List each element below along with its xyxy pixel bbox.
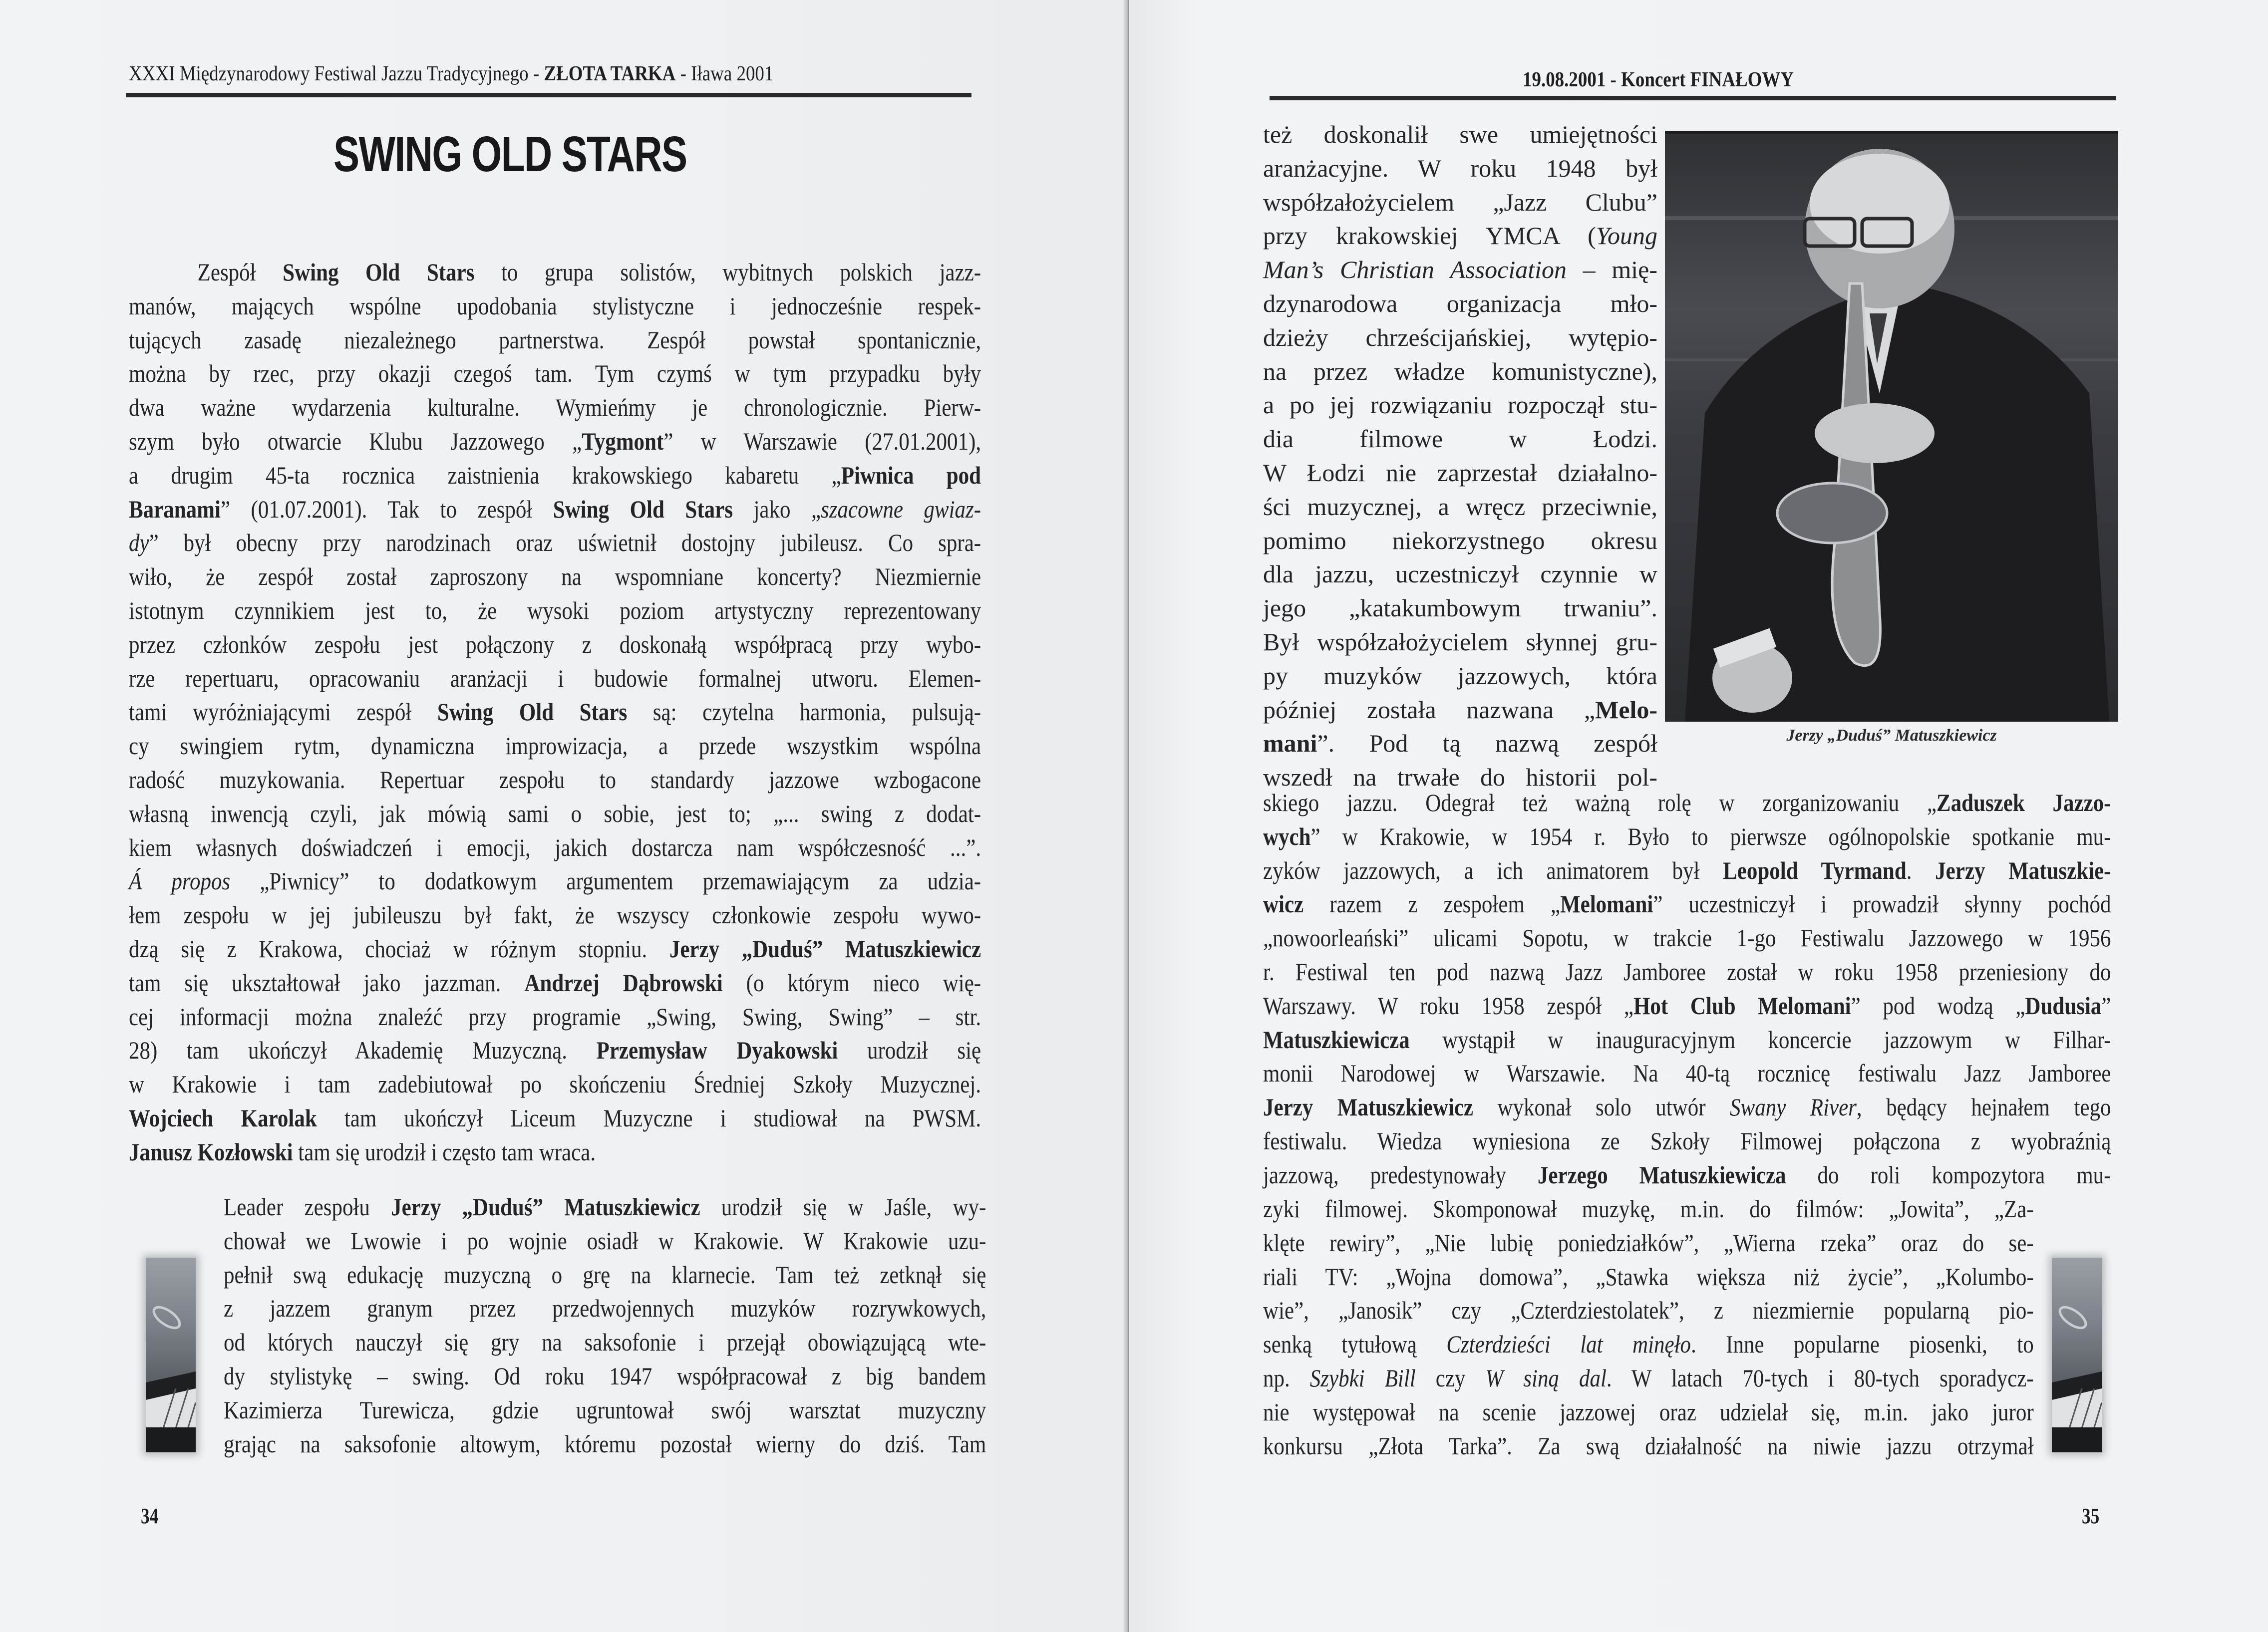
text-line bbox=[1263, 887, 2111, 921]
text-run: klęte rewiry”, „Nie lubię poniedziałków”, „Wierna rzeka” oraz do se- bbox=[1263, 1228, 2034, 1257]
text-run: wiło, że zespół został zaproszony na wspomniane koncerty? Niezmiernie bbox=[129, 562, 981, 591]
text-run: można by rzec, przy okazji czegoś tam. Tym czymś w tym przypadku były bbox=[129, 359, 981, 388]
text-run: istotnym czynnikiem jest to, że wysoki poziom artystyczny reprezentowany bbox=[129, 596, 981, 624]
text-line bbox=[1263, 557, 1657, 591]
italic-text: Czterdzieści lat minęło bbox=[1446, 1330, 1691, 1359]
text-run: czy bbox=[1415, 1363, 1486, 1392]
text-run: ” bbox=[2101, 991, 2111, 1020]
text-line bbox=[129, 560, 981, 594]
text-line bbox=[1263, 727, 1657, 761]
text-run: „nowoorleański” ulicami Sopotu, w trakcie 1-go Festiwalu Jazzowego w 1956 bbox=[1263, 924, 2111, 952]
text-run: festiwalu. Wiedza wyniesiona ze Szkoły Filmowej połączona z wyobraźnią bbox=[1263, 1126, 2111, 1155]
text-line bbox=[1263, 625, 1657, 659]
photo-graphic bbox=[1665, 134, 2118, 722]
text-line bbox=[224, 1360, 986, 1393]
text-run: ” pod wodzą „ bbox=[1851, 991, 2025, 1020]
text-line bbox=[1263, 456, 1657, 490]
text-run: ” w Warszawie (27.01.2001), bbox=[663, 427, 981, 455]
text-run: do roli kompozytora mu- bbox=[1786, 1160, 2111, 1189]
text-run: urodził się bbox=[838, 1036, 981, 1065]
running-header-date: 19.08.2001 bbox=[1523, 68, 1606, 91]
running-header-right bbox=[1523, 68, 1794, 92]
italic-text: Young bbox=[1596, 222, 1657, 250]
text-run: „Piwnicy” to dodatkowym argumentem przemawiającym za udzia- bbox=[230, 867, 981, 895]
text-line bbox=[129, 289, 981, 323]
text-line bbox=[1263, 219, 1657, 253]
right-narrow-text bbox=[1263, 1192, 2034, 1463]
text-line bbox=[129, 831, 981, 865]
text-line bbox=[224, 1427, 986, 1461]
text-line bbox=[129, 797, 981, 831]
text-run: manów, mających wspólne upodobania stylistyczne i jednocześnie respek- bbox=[129, 291, 981, 320]
bold-text: Janusz Kozłowski bbox=[129, 1137, 293, 1166]
column-text bbox=[1263, 118, 1657, 795]
text-run: Kazimierza Turewicza, gdzie ugruntował swój warsztat muzyczny bbox=[224, 1395, 986, 1424]
text-run: pełnił swą edukację muzyczną o grę na klarnecie. Tam też zetknął się bbox=[224, 1260, 986, 1289]
bold-text: Leopold Tyrmand bbox=[1723, 856, 1907, 884]
text-line bbox=[1263, 1429, 2034, 1463]
italic-text: szacowne gwiaz- bbox=[821, 495, 981, 523]
text-run: Warszawy. W roku 1958 zespół „ bbox=[1263, 991, 1633, 1020]
text-line bbox=[224, 1393, 986, 1427]
text-run: zyków jazzowych, a ich animatorem był bbox=[1263, 856, 1723, 884]
text-line bbox=[129, 391, 981, 425]
text-run: łem zespołu w jej jubileuszu był fakt, że wszyscy członkowie zespołu wywo- bbox=[129, 901, 981, 929]
bold-text: Baranami bbox=[129, 495, 221, 523]
text-run: rze repertuaru, opracowaniu aranżacji i budowie formalnej utworu. Elemen- bbox=[129, 664, 981, 692]
bold-text: Jerzy „Duduś” Matuszkiewicz bbox=[391, 1193, 700, 1221]
text-run: przy krakowskiej YMCA ( bbox=[1263, 222, 1596, 250]
text-line bbox=[224, 1258, 986, 1292]
text-run: radość muzykowania. Repertuar zespołu to standardy jazzowe wzbogacone bbox=[129, 765, 981, 794]
text-line bbox=[1263, 490, 1657, 524]
text-run: wystąpił w inauguracyjnym koncercie jazzowym w Filhar- bbox=[1409, 1025, 2111, 1054]
italic-text: Á propos bbox=[129, 867, 231, 895]
bold-text: Przemysław Dyakowski bbox=[596, 1036, 838, 1065]
text-run: jego „katakumbowym trwaniu”. bbox=[1263, 594, 1657, 622]
text-run: senką tytułową bbox=[1263, 1330, 1447, 1359]
bold-text: Swing Old Stars bbox=[437, 698, 628, 726]
text-run: pomimo niekorzystnego okresu bbox=[1263, 526, 1657, 554]
text-line bbox=[224, 1326, 986, 1360]
text-line bbox=[1263, 1294, 2034, 1328]
text-run: ”. Pod tą nazwą zespół bbox=[1317, 729, 1657, 758]
text-run: przez członków zespołu jest połączony z doskonałą współpracą przy wybo- bbox=[129, 630, 981, 658]
text-run: zyki filmowej. Skomponował muzykę, m.in. do filmów: „Jowita”, „Za- bbox=[1263, 1195, 2034, 1223]
text-line bbox=[129, 493, 981, 527]
text-run: są: czytelna harmonia, pulsują- bbox=[627, 698, 981, 726]
text-run: razem z zespołem „ bbox=[1303, 890, 1561, 918]
text-run: współzałożycielem „Jazz Clubu” bbox=[1263, 188, 1657, 216]
text-line bbox=[129, 323, 981, 357]
article-paragraph-2 bbox=[224, 1190, 986, 1461]
text-line bbox=[129, 966, 981, 1000]
text-line bbox=[129, 1000, 981, 1034]
text-line bbox=[1263, 921, 2111, 955]
text-line bbox=[129, 662, 981, 696]
text-run: monii Narodowej w Warszawie. Na 40-tą rocznicę festiwalu Jazz Jamboree bbox=[1263, 1059, 2111, 1088]
text-run: jazzową, predestynowały bbox=[1263, 1160, 1538, 1189]
text-run: dla jazzu, uczestniczył czynnie w bbox=[1263, 560, 1657, 588]
bold-text: wicz bbox=[1263, 890, 1304, 918]
bold-text: Jerzy Matuszkie- bbox=[1935, 856, 2111, 884]
text-run: W Łodzi nie zaprzestał działalno- bbox=[1263, 458, 1657, 487]
text-line bbox=[129, 459, 981, 493]
text-line bbox=[1263, 1023, 2111, 1057]
running-header-left bbox=[129, 62, 773, 86]
text-run: a drugim 45-ta rocznica zaistnienia krakowskiego kabaretu „ bbox=[129, 461, 841, 489]
text-run: skiego jazzu. Odegrał też ważną rolę w zorganizowaniu „ bbox=[1263, 789, 1937, 816]
text-line bbox=[1263, 118, 1657, 152]
text-line bbox=[224, 1224, 986, 1258]
text-run: , będący hejnałem tego bbox=[1856, 1093, 2111, 1121]
text-run: tam ukończył Liceum Muzyczne i studiował na PWSM. bbox=[317, 1103, 981, 1132]
italic-text: Man’s Christian Association bbox=[1263, 256, 1567, 284]
text-run: ” w Krakowie, w 1954 r. Było to pierwsze ogólnopolskie spotkanie mu- bbox=[1310, 822, 2111, 850]
text-line bbox=[1263, 786, 2111, 820]
piano-keys-graphic-right bbox=[2052, 1258, 2102, 1452]
text-run: 28) tam ukończył Akademię Muzyczną. bbox=[129, 1036, 597, 1065]
text-line bbox=[129, 1135, 981, 1169]
running-header-festival: ZŁOTA TARKA bbox=[544, 62, 676, 85]
text-line bbox=[1263, 989, 2111, 1023]
page-number-right: 35 bbox=[2082, 1504, 2100, 1528]
running-header-suffix: - Iława 2001 bbox=[675, 62, 774, 85]
text-run: konkursu „Złota Tarka”. Za swą działalność na niwie jazzu otrzymał bbox=[1263, 1431, 2034, 1460]
text-line bbox=[224, 1292, 986, 1326]
bold-text: Melomani bbox=[1560, 890, 1653, 918]
text-run: z jazzem granym przez przedwojennych muzyków rozrywkowych, bbox=[224, 1294, 986, 1323]
running-header-prefix: XXXI Międzynarodowy Festiwal Jazzu Tradycyjnego - bbox=[129, 62, 544, 85]
text-line bbox=[129, 628, 981, 662]
text-run: riali TV: „Wojna domowa”, „Stawka większa niż życie”, „Kolumbo- bbox=[1263, 1262, 2034, 1291]
text-line bbox=[1263, 524, 1657, 558]
text-run: (o którym nieco wię- bbox=[722, 968, 981, 997]
text-run: aranżacyjne. W roku 1948 był bbox=[1263, 154, 1657, 182]
text-run: dzieży chrześcijańskiej, wytępio- bbox=[1263, 323, 1657, 351]
text-line bbox=[1263, 1226, 2034, 1260]
text-run: . bbox=[1906, 856, 1936, 884]
bold-text: Andrzej Dąbrowski bbox=[524, 968, 723, 997]
text-run: jako „ bbox=[732, 495, 821, 523]
text-line bbox=[129, 425, 981, 459]
text-line bbox=[1263, 1328, 2034, 1361]
text-run: też doskonalił swe umiejętności bbox=[1263, 120, 1657, 148]
text-line bbox=[1263, 820, 2111, 854]
bold-text: Matuszkiewicza bbox=[1263, 1025, 1410, 1054]
text-line bbox=[129, 864, 981, 898]
saxophonist-photo bbox=[1665, 131, 2118, 722]
text-run: . W latach 70-tych i 80-tych sporadycz- bbox=[1606, 1363, 2034, 1392]
text-line bbox=[224, 1190, 986, 1224]
text-line bbox=[129, 729, 981, 763]
text-run: r. Festiwal ten pod nazwą Jazz Jamboree został w roku 1958 przeniesiony do bbox=[1263, 957, 2111, 986]
text-run: tam się urodził i często tam wraca. bbox=[293, 1137, 596, 1166]
text-run: ” uczestniczył i prowadził słynny pochód bbox=[1653, 890, 2111, 918]
text-line bbox=[129, 1068, 981, 1101]
article-paragraph-1 bbox=[129, 256, 981, 1169]
text-line bbox=[1263, 1124, 2111, 1158]
text-line bbox=[1263, 955, 2111, 989]
text-run: nie występował na scenie jazzowej oraz udzielał się, m.in. jako juror bbox=[1263, 1397, 2034, 1426]
text-line bbox=[1263, 591, 1657, 625]
text-run: wie”, „Janosik” czy „Czterdziestolatek”, z niezmiernie popularną pio- bbox=[1263, 1296, 2034, 1325]
text-run: Leader zespołu bbox=[224, 1193, 391, 1221]
text-run: dzą się z Krakowa, chociaż w różnym stopniu. bbox=[129, 934, 669, 963]
text-line bbox=[129, 1034, 981, 1068]
text-line bbox=[1263, 1090, 2111, 1124]
text-run: a po jej rozwiązaniu rozpoczął stu- bbox=[1263, 391, 1657, 419]
text-run: wykonał solo utwór bbox=[1473, 1093, 1730, 1121]
bold-text: Zaduszek Jazzo- bbox=[1936, 789, 2111, 816]
text-run: Był współzałożycielem słynnej gru- bbox=[1263, 627, 1657, 656]
text-run: urodził się w Jaśle, wy- bbox=[700, 1193, 986, 1221]
text-run: grając na saksofonie altowym, któremu pozostał wierny do dziś. Tam bbox=[224, 1429, 986, 1458]
text-run: tami wyróżniającymi zespół bbox=[129, 698, 437, 726]
text-run: cy swingiem rytm, dynamiczna improwizacja, a przede wszystkim wspólna bbox=[129, 732, 981, 760]
text-run: wszedł na trwałe do historii pol- bbox=[1263, 763, 1657, 792]
text-line bbox=[1263, 1057, 2111, 1090]
right-full-width-text bbox=[1263, 786, 2111, 1192]
text-run: od których nauczył się gry na saksofonie i przejął obowiązującą wte- bbox=[224, 1328, 986, 1357]
text-run: . Inne popularne piosenki, to bbox=[1691, 1330, 2034, 1359]
text-line bbox=[129, 526, 981, 560]
text-line bbox=[1263, 388, 1657, 422]
text-run: kiem własnych doświadczeń i emocji, jakich dostarcza nam współczesność ...”. bbox=[129, 833, 981, 861]
header-rule bbox=[126, 93, 972, 97]
text-run: dzynarodowa organizacja mło- bbox=[1263, 289, 1657, 317]
bold-text: Jerzy „Duduś” Matuszkiewicz bbox=[669, 934, 981, 963]
bold-text: mani bbox=[1263, 729, 1317, 758]
text-line bbox=[129, 695, 981, 729]
italic-text: W siną dal bbox=[1485, 1363, 1607, 1392]
left-page bbox=[0, 0, 1129, 1632]
text-line bbox=[129, 256, 981, 289]
bold-text: Jerzy Matuszkiewicz bbox=[1263, 1093, 1473, 1121]
text-line bbox=[1263, 854, 2111, 888]
bold-text: Tygmont bbox=[582, 427, 664, 455]
text-run: w Krakowie i tam zadebiutował po skończeniu Średniej Szkoły Muzycznej. bbox=[129, 1070, 981, 1098]
page-number-left: 34 bbox=[141, 1504, 159, 1528]
text-run: to grupa solistów, wybitnych polskich jazz- bbox=[474, 258, 981, 286]
text-run: ści muzycznej, a wręcz przeciwnie, bbox=[1263, 492, 1657, 521]
bold-text: Swing Old Stars bbox=[283, 258, 475, 286]
text-line bbox=[1263, 1192, 2034, 1226]
italic-text: Swany River bbox=[1730, 1093, 1857, 1121]
text-run: tam się ukształtował jako jazzman. bbox=[129, 968, 525, 997]
text-run: później została nazwana „ bbox=[1263, 695, 1596, 724]
text-run: chował we Lwowie i po wojnie osiadł w Krakowie. W Krakowie uzu- bbox=[224, 1226, 986, 1255]
text-line bbox=[1263, 1260, 2034, 1294]
text-run: ” był obecny przy narodzinach oraz uświetnił dostojny jubileusz. Co spra- bbox=[149, 529, 981, 557]
italic-text: Szybki Bill bbox=[1309, 1363, 1416, 1392]
text-run: np. bbox=[1263, 1363, 1310, 1392]
text-line bbox=[129, 594, 981, 628]
text-run: dia filmowe w Łodzi. bbox=[1263, 425, 1657, 453]
text-run: – mię- bbox=[1567, 256, 1657, 284]
piano-keys-icon bbox=[2052, 1258, 2102, 1452]
text-run: dwa ważne wydarzenia kulturalne. Wymieńmy je chronologicznie. Pierw- bbox=[129, 393, 981, 422]
text-run: py muzyków jazzowych, która bbox=[1263, 661, 1657, 690]
text-run: szym było otwarcie Klubu Jazzowego „ bbox=[129, 427, 582, 455]
bold-text: Swing Old Stars bbox=[553, 495, 733, 523]
text-run: Zespół bbox=[197, 258, 283, 286]
text-line bbox=[1263, 1395, 2034, 1429]
text-line bbox=[129, 932, 981, 966]
text-line bbox=[129, 898, 981, 932]
text-run: dy stylistykę – swing. Od roku 1947 współpracował z big bandem bbox=[224, 1361, 986, 1390]
bold-text: Piwnica pod bbox=[841, 461, 981, 489]
text-line bbox=[1263, 422, 1657, 456]
bold-text: Melo- bbox=[1595, 695, 1657, 724]
text-line bbox=[1263, 355, 1657, 389]
running-header-event: Koncert FINAŁOWY bbox=[1621, 68, 1794, 91]
article-title: SWING OLD STARS bbox=[333, 126, 687, 182]
bold-text: Dudusia bbox=[2025, 991, 2102, 1020]
text-line bbox=[1263, 1158, 2111, 1192]
bold-text: wych bbox=[1263, 822, 1311, 850]
text-run: tujących zasadę niezależnego partnerstwa. Zespół powstał spontanicznie, bbox=[129, 325, 981, 354]
text-line bbox=[129, 1101, 981, 1135]
photo-caption: Jerzy „Duduś” Matuszkiewicz bbox=[1786, 726, 1997, 745]
text-line bbox=[1263, 321, 1657, 355]
bold-text: Hot Club Melomani bbox=[1633, 991, 1851, 1020]
text-line bbox=[129, 357, 981, 391]
text-line bbox=[129, 763, 981, 797]
text-line bbox=[1263, 693, 1657, 727]
header-rule-right bbox=[1270, 96, 2116, 100]
bold-text: Wojciech Karolak bbox=[129, 1103, 317, 1132]
text-run: ” (01.07.2001). Tak to zespół bbox=[220, 495, 553, 523]
text-run: własną inwencją czyli, jak mówią sami o sobie, jest to; „... swing z dodat- bbox=[129, 799, 981, 827]
italic-text: dy bbox=[129, 529, 149, 557]
text-line bbox=[1263, 659, 1657, 693]
piano-keys-graphic bbox=[146, 1258, 196, 1452]
text-line bbox=[1263, 287, 1657, 321]
piano-keys-icon bbox=[146, 1258, 196, 1452]
text-run: cej informacji można znaleźć przy programie „Swing, Swing, Swing” – str. bbox=[129, 1002, 981, 1031]
text-line bbox=[1263, 253, 1657, 287]
bold-text: Jerzego Matuszkiewicza bbox=[1537, 1160, 1786, 1189]
text-line bbox=[1263, 152, 1657, 186]
text-run: na przez władze komunistyczne), bbox=[1263, 357, 1657, 385]
text-line bbox=[1263, 186, 1657, 220]
text-line bbox=[1263, 1361, 2034, 1395]
running-header-separator: - bbox=[1606, 68, 1621, 91]
